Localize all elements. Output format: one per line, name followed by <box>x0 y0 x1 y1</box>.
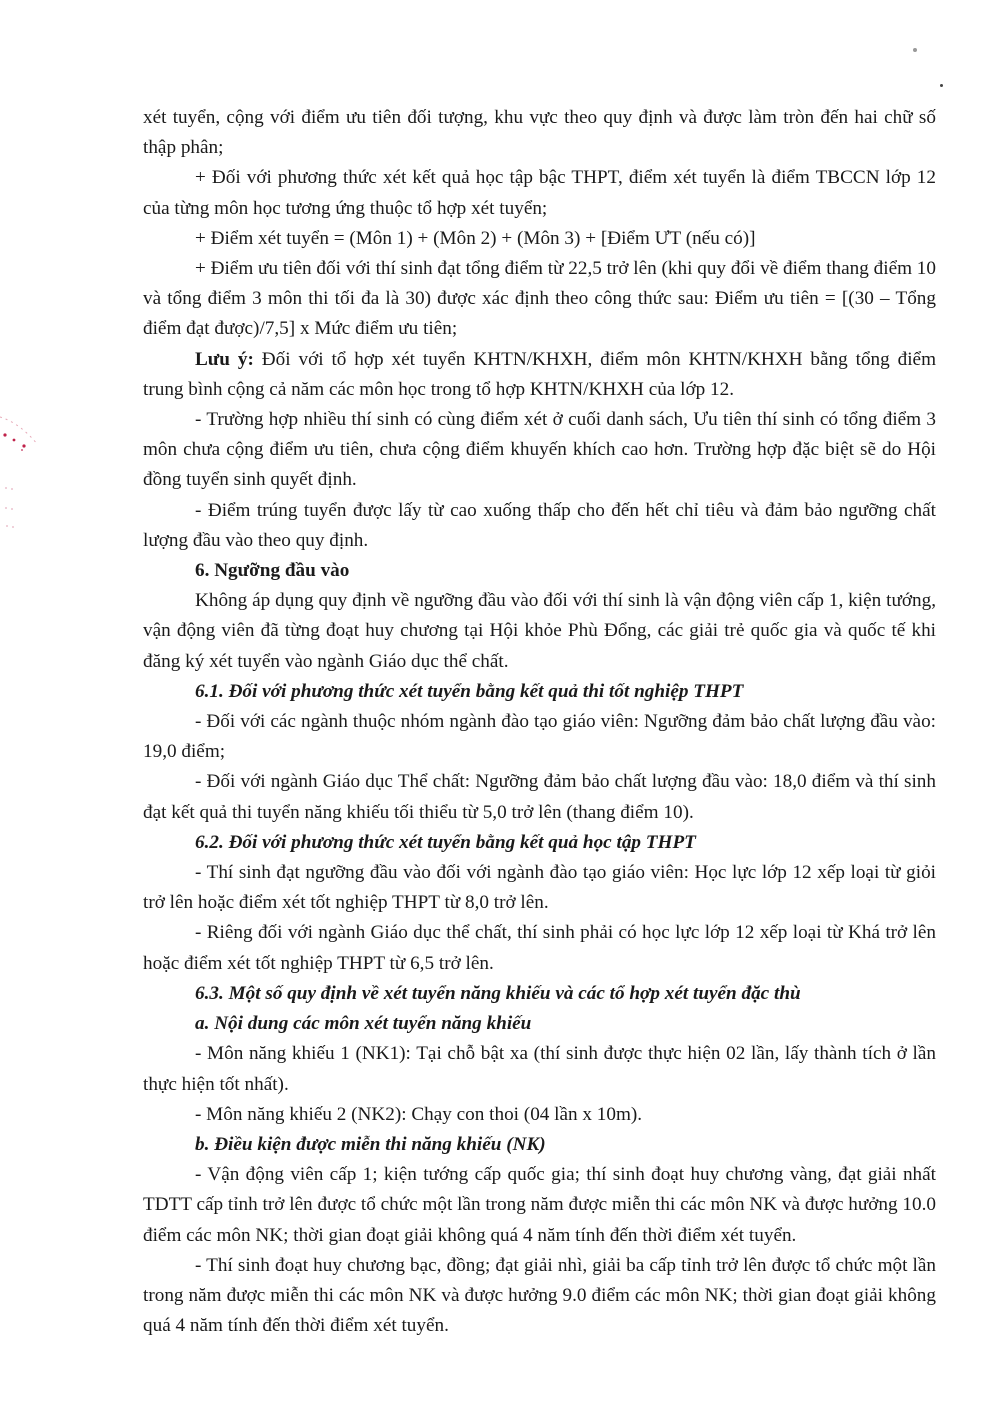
paragraph-threshold-exemption: Không áp dụng quy định về ngưỡng đầu vào đối với thí sinh là vận động viên cấp 1, kiện tướng, vận động viên đã từng đoạt huy chương tại Hội khỏe Phù Đổng, các giải trẻ quốc gia và quốc tế khi đăng ký xét tuyển vào ngành Giáo dục thể chất. <box>143 590 936 672</box>
paragraph-pe-transcript: - Riêng đối với ngành Giáo dục thể chất, thí sinh phải có học lực lớp 12 xếp loại từ Khá trở lên hoặc điểm xét tốt nghiệp THPT từ 6,5 trở lên. <box>143 922 936 974</box>
paragraph-admission-cutoff: - Điểm trúng tuyển được lấy từ cao xuống thấp cho đến hết chỉ tiêu và đảm bảo ngưỡng chất lượng đầu vào theo quy định. <box>143 499 936 551</box>
note-label: Lưu ý: <box>195 348 254 370</box>
paragraph-score-formula: + Điểm xét tuyển = (Môn 1) + (Môn 2) + (Môn 3) + [Điểm ƯT (nếu có)] <box>195 227 756 249</box>
paragraph-score-rounding: xét tuyển, cộng với điểm ưu tiên đối tượng, khu vực theo quy định và được làm tròn đến hai chữ số thập phân; <box>143 107 936 159</box>
section-heading-6-2: 6.2. Đối với phương thức xét tuyển bằng kết quả học tập THPT <box>195 831 696 853</box>
paragraph-note <box>143 345 936 405</box>
document-page <box>143 103 936 1341</box>
paragraph-nk2: - Môn năng khiếu 2 (NK2): Chạy con thoi (04 lần x 10m). <box>195 1103 643 1125</box>
note-text: Đối với tổ hợp xét tuyển KHTN/KHXH, điểm môn KHTN/KHXH bằng tổng điểm trung bình cộng cả năm các môn học trong tổ hợp KHTN/KHXH của lớp 12. <box>143 348 936 400</box>
paragraph-tie-break: - Trường hợp nhiều thí sinh có cùng điểm xét ở cuối danh sách, Ưu tiên thí sinh có tổng điểm 3 môn chưa cộng điểm ưu tiên, chưa cộng điểm khuyến khích cao hơn. Trường hợp đặc biệt sẽ do Hội đồng tuyển sinh quyết định. <box>143 409 936 491</box>
paragraph-pe-threshold: - Đối với ngành Giáo dục Thể chất: Ngưỡng đảm bảo chất lượng đầu vào: 18,0 điểm và thí sinh đạt kết quả thi tuyển năng khiếu tối thiểu từ 5,0 trở lên (thang điểm 10). <box>143 771 936 823</box>
section-heading-6: 6. Ngưỡng đầu vào <box>195 560 350 582</box>
section-heading-6-3: 6.3. Một số quy định về xét tuyển năng khiếu và các tổ hợp xét tuyển đặc thù <box>195 982 801 1004</box>
paragraph-gold-exemption: - Vận động viên cấp 1; kiện tướng cấp quốc gia; thí sinh đoạt huy chương vàng, đạt giải nhất TDTT cấp tỉnh trở lên được tổ chức một lần trong năm được miễn thi các môn NK và được hưởng 10.0 điểm các môn NK; thời gian đoạt giải không quá 4 năm tính đến thời điểm xét tuyển. <box>143 1164 936 1246</box>
paragraph-teacher-threshold: - Đối với các ngành thuộc nhóm ngành đào tạo giáo viên: Ngưỡng đảm bảo chất lượng đầu vào: 19,0 điểm; <box>143 711 936 763</box>
subheading-b: b. Điều kiện được miễn thi năng khiếu (NK) <box>195 1133 546 1155</box>
paragraph-silver-exemption: - Thí sinh đoạt huy chương bạc, đồng; đạt giải nhì, giải ba cấp tỉnh trở lên được tổ chức một lần trong năm được miễn thi các môn NK và được hưởng 9.0 điểm các môn NK; thời gian đoạt giải không quá 4 năm tính đến thời điểm xét tuyển. <box>143 1254 936 1337</box>
red-stamp-remnant <box>0 405 40 535</box>
scan-speck <box>940 84 943 87</box>
paragraph-priority-formula: + Điểm ưu tiên đối với thí sinh đạt tổng điểm từ 22,5 trở lên (khi quy đổi về điểm thang điểm 10 và tổng điểm 3 môn thi tối đa là 30) được xác định theo công thức sau: Điểm ưu tiên = [(30 – Tổng điểm đạt được)/7,5] x Mức điểm ưu tiên; <box>143 258 936 340</box>
paragraph-nk1: - Môn năng khiếu 1 (NK1): Tại chỗ bật xa (thí sinh được thực hiện 02 lần, lấy thành tích ở lần thực hiện tốt nhất). <box>143 1043 936 1095</box>
stamp-mark-icon <box>0 405 40 535</box>
paragraph-teacher-transcript: - Thí sinh đạt ngưỡng đầu vào đối với ngành đào tạo giáo viên: Học lực lớp 12 xếp loại từ giỏi trở lên hoặc điểm xét tốt nghiệp THPT từ 8,0 trở lên. <box>143 862 936 914</box>
section-heading-6-1: 6.1. Đối với phương thức xét tuyển bằng kết quả thi tốt nghiệp THPT <box>195 680 744 702</box>
paragraph-thpt-method: + Đối với phương thức xét kết quả học tập bậc THPT, điểm xét tuyển là điểm TBCCN lớp 12 của từng môn học tương ứng thuộc tổ hợp xét tuyển; <box>143 167 936 219</box>
subheading-a: a. Nội dung các môn xét tuyển năng khiếu <box>195 1013 532 1035</box>
scan-speck <box>913 48 917 52</box>
